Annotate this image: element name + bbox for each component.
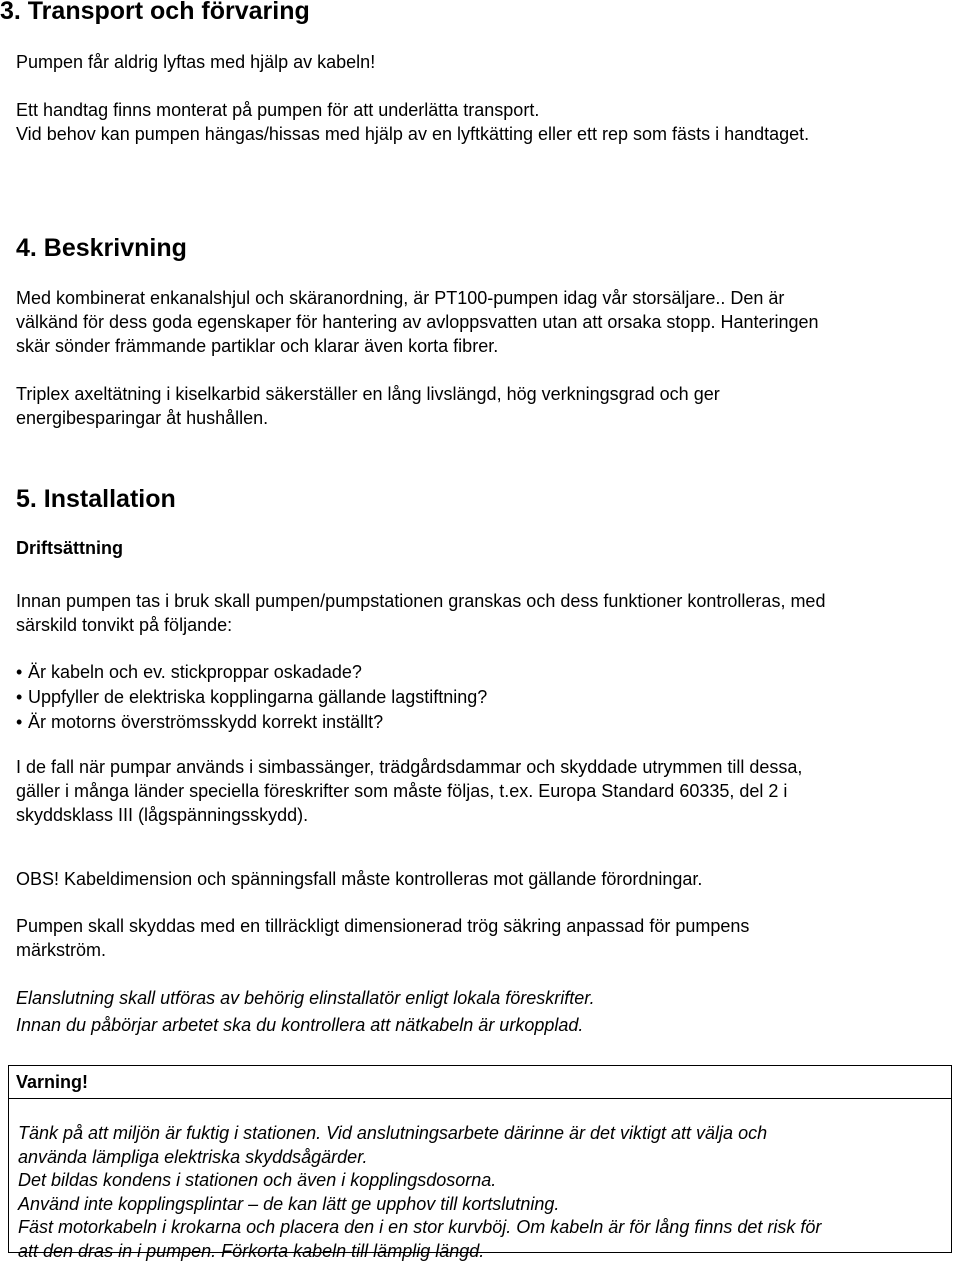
checklist-item: • Är kabeln och ev. stickproppar oskadade? [16,660,487,685]
fuse-paragraph: Pumpen skall skyddas med en tillräckligt dimensionerad trög säkring anpassad för pumpens märkström. [16,916,750,960]
warning-title: Varning! [9,1066,951,1099]
pools-paragraph: I de fall när pumpar används i simbassänger, trädgårdsdammar och skyddade utrymmen till dessa, gäller i många länder speciella föreskrifter som måste följas, t.ex. Europa Standard 60335, del 2 i skyddsklass III (lågspänningsskydd). [16,757,803,825]
checklist [16,660,487,735]
section-3-paragraph-1: Pumpen får aldrig lyftas med hjälp av kabeln! [16,52,376,72]
warning-text: Tänk på att miljön är fuktig i stationen. Vid anslutningsarbete därinne är det viktigt att välja och använda lämpliga elektriska skyddsågärder. Det bildas kondens i stationen och även i kopplingsdosorna. Använd inte kopplingsplintar – de kan lätt ge upphov till kortslutning. Fäst motorkabeln i krokarna och placera den i en stor kurvböj. Om kabeln är för lång finns det risk för att den dras in i pumpen. Förkorta kabeln till lämplig längd. [18,1123,822,1261]
section-4-paragraph-1: Med kombinerat enkanalshjul och skäranordning, är PT100-pumpen idag vår storsäljare.. Den är välkänd för dess goda egenskaper för hantering av avloppsvatten utan att orsaka stopp. Hanteringen skär sönder främmande partiklar och klarar även korta fibrer. [16,288,819,356]
checklist-item: • Är motorns överströmsskydd korrekt inställt? [16,710,487,735]
section-4-heading: 4. Beskrivning [16,234,187,262]
section-3-paragraph-2: Ett handtag finns monterat på pumpen för att underlätta transport. Vid behov kan pumpen hängas/hissas med hjälp av en lyftkätting eller ett rep som fästs i handtaget. [16,100,810,144]
warning-box [8,1065,952,1261]
section-4-paragraph-2: Triplex axeltätning i kiselkarbid säkerställer en lång livslängd, hög verkningsgrad och ger energibesparingar åt hushållen. [16,384,720,428]
obs-paragraph: OBS! Kabeldimension och spänningsfall måste kontrolleras mot gällande förordningar. [16,869,703,889]
section-5-heading: 5. Installation [16,485,176,513]
checklist-item: • Uppfyller de elektriska kopplingarna gällande lagstiftning? [16,685,487,710]
electrician-note: Elanslutning skall utföras av behörig elinstallatör enligt lokala föreskrifter. Innan du påbörjar arbetet ska du kontrollera att nätkabeln är urkopplad. [16,988,595,1035]
driftsattning-subheading: Driftsättning [16,538,123,558]
section-5-intro: Innan pumpen tas i bruk skall pumpen/pumpstationen granskas och dess funktioner kontrolleras, med särskild tonvikt på följande: [16,591,826,635]
section-3-heading: 3. Transport och förvaring [0,0,310,25]
